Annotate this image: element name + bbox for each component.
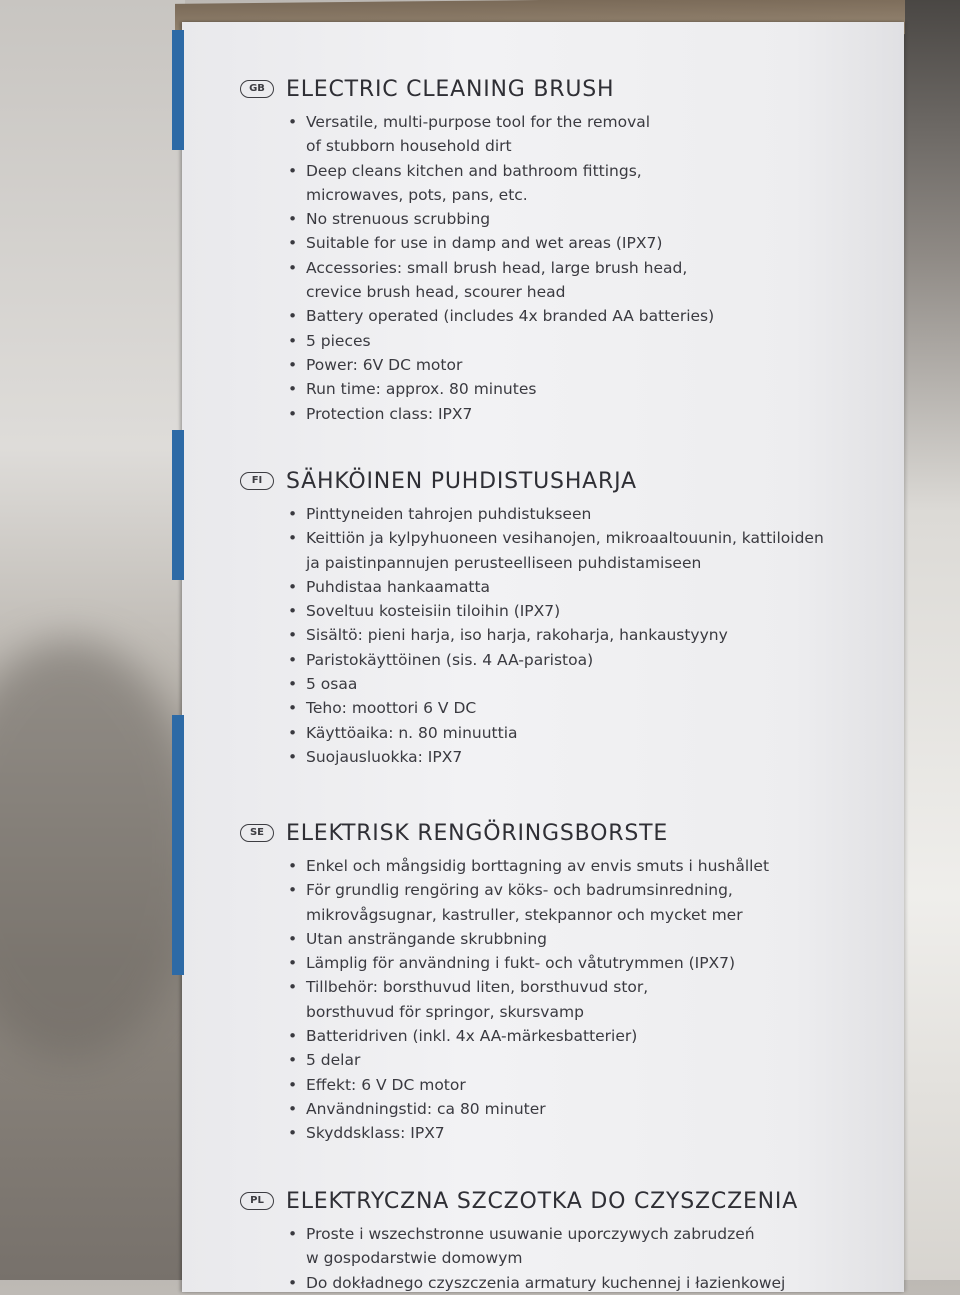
section-fi [240,466,880,769]
list-item: • Batteridriven (inkl. 4x AA-märkesbatterier) [288,1024,880,1048]
list-item: • Teho: moottori 6 V DC [288,696,880,720]
list-item: • Versatile, multi-purpose tool for the removal of stubborn household dirt [288,110,880,159]
blue-stripe [172,715,184,975]
list-item: • 5 pieces [288,329,880,353]
list-item: • Utan ansträngande skrubbning [288,927,880,951]
section-heading [240,818,880,848]
list-item: • Deep cleans kitchen and bathroom fittings, microwaves, pots, pans, etc. [288,159,880,208]
list-item: • Accessories: small brush head, large brush head, crevice brush head, scourer head [288,256,880,305]
list-item: • För grundlig rengöring av köks- och badrumsinredning, mikrovågsugnar, kastruller, stekpannor och mycket mer [288,878,880,927]
language-badge: PL [240,1192,274,1210]
list-item: • 5 delar [288,1048,880,1072]
language-badge: SE [240,824,274,842]
list-item: • Power: 6V DC motor [288,353,880,377]
list-item: • Användningstid: ca 80 minuter [288,1097,880,1121]
section-title: ELEKTRYCZNA SZCZOTKA DO CZYSZCZENIA [286,1188,799,1214]
list-item: • Enkel och mångsidig borttagning av envis smuts i hushållet [288,854,880,878]
list-item: • Run time: approx. 80 minutes [288,377,880,401]
section-heading [240,74,880,104]
list-item: • Sisältö: pieni harja, iso harja, rakoharja, hankaustyyny [288,623,880,647]
list-item: • 5 osaa [288,672,880,696]
list-item: • Lämplig för användning i fukt- och våtutrymmen (IPX7) [288,951,880,975]
language-badge: GB [240,80,274,98]
list-item: • Battery operated (includes 4x branded AA batteries) [288,304,880,328]
feature-list [240,1222,880,1295]
list-item: • Effekt: 6 V DC motor [288,1073,880,1097]
section-gb [240,74,880,426]
feature-list [240,502,880,769]
list-item: • Protection class: IPX7 [288,402,880,426]
feature-list [240,854,880,1146]
list-item: • Tillbehör: borsthuvud liten, borsthuvud stor, borsthuvud för springor, skursvamp [288,975,880,1024]
list-item: • Soveltuu kosteisiin tiloihin (IPX7) [288,599,880,623]
background-blur [0,640,200,1060]
list-item: • Pinttyneiden tahrojen puhdistukseen [288,502,880,526]
feature-list [240,110,880,426]
blue-stripe [172,30,184,150]
list-item: • Do dokładnego czyszczenia armatury kuchennej i łazienkowej [288,1271,880,1295]
list-item: • Suojausluokka: IPX7 [288,745,880,769]
list-item: • Paristokäyttöinen (sis. 4 AA-paristoa) [288,648,880,672]
list-item: • Proste i wszechstronne usuwanie uporczywych zabrudzeń w gospodarstwie domowym [288,1222,880,1271]
background-right [900,0,960,1280]
section-se [240,818,880,1146]
language-badge: FI [240,472,274,490]
blue-stripe [172,430,184,580]
section-heading [240,466,880,496]
list-item: • Puhdistaa hankaamatta [288,575,880,599]
section-pl [240,1186,880,1295]
section-heading [240,1186,880,1216]
list-item: • No strenuous scrubbing [288,207,880,231]
background-left [0,0,185,1280]
section-title: SÄHKÖINEN PUHDISTUSHARJA [286,468,637,494]
list-item: • Keittiön ja kylpyhuoneen vesihanojen, mikroaaltouunin, kattiloiden ja paistinpannujen perusteelliseen puhdistamiseen [288,526,880,575]
section-title: ELECTRIC CLEANING BRUSH [286,76,615,102]
list-item: • Skyddsklass: IPX7 [288,1121,880,1145]
section-title: ELEKTRISK RENGÖRINGSBORSTE [286,820,669,846]
list-item: • Suitable for use in damp and wet areas (IPX7) [288,231,880,255]
list-item: • Käyttöaika: n. 80 minuuttia [288,721,880,745]
